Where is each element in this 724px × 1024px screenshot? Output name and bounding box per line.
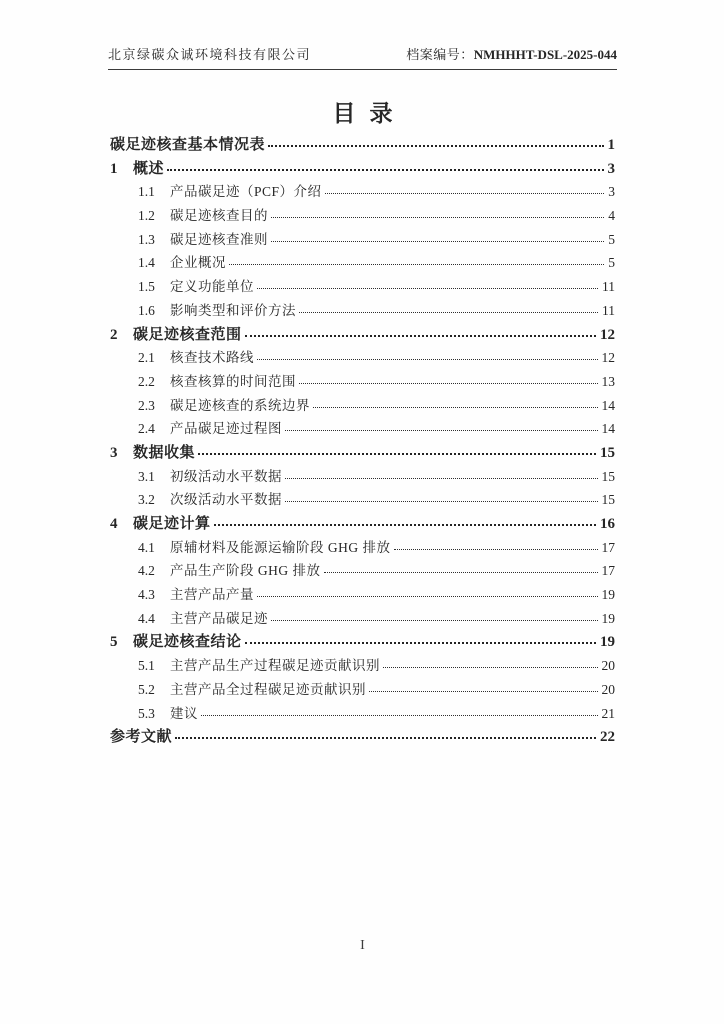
toc-entry-label: 产品碳足迹过程图 — [170, 421, 282, 437]
toc-entry[interactable] — [110, 323, 615, 347]
toc-entry-page: 20 — [601, 658, 615, 674]
toc-entry-label: 产品生产阶段 GHG 排放 — [170, 563, 321, 579]
toc-leader-dots — [198, 453, 596, 455]
toc-entry-number: 1.1 — [138, 184, 155, 200]
toc-entry-number: 3.1 — [138, 468, 155, 484]
toc-leader-dots — [201, 715, 598, 716]
toc-entry-number: 5.2 — [138, 681, 155, 697]
toc-entry[interactable] — [110, 346, 615, 370]
toc-leader-dots — [245, 642, 596, 644]
toc-leader-dots — [214, 524, 596, 526]
toc-entry-page: 17 — [601, 563, 615, 579]
toc-leader-dots — [299, 312, 598, 313]
toc-entry-page: 15 — [601, 468, 615, 484]
toc-entry-number: 4.4 — [138, 610, 155, 626]
toc-leader-dots — [285, 501, 598, 502]
toc-entry[interactable] — [110, 654, 615, 678]
toc-entry-label: 产品碳足迹（PCF）介绍 — [170, 184, 322, 200]
toc-entry-page: 19 — [600, 634, 615, 651]
toc-entry-page: 20 — [601, 681, 615, 697]
toc-title: 目录 — [332, 101, 407, 126]
toc-leader-dots — [268, 145, 603, 147]
toc-entry-page: 15 — [600, 444, 615, 461]
toc-entry-label: 企业概况 — [170, 255, 226, 271]
toc-entry-number: 2.2 — [138, 373, 155, 389]
toc-leader-dots — [175, 737, 596, 739]
toc-entry-label: 碳足迹核查结论 — [133, 634, 242, 651]
toc-leader-dots — [383, 667, 598, 668]
toc-entry-label: 定义功能单位 — [170, 279, 254, 295]
page-footer — [110, 938, 615, 954]
toc-entry[interactable] — [110, 394, 615, 418]
company-name: 北京绿碳众诚环境科技有限公司 — [108, 47, 312, 62]
toc-entry-number: 4.3 — [138, 587, 155, 603]
toc-entry-page: 19 — [601, 610, 615, 626]
toc-leader-dots — [394, 549, 598, 550]
toc-entry-number: 5.1 — [138, 658, 155, 674]
toc-entry-label: 主营产品碳足迹 — [170, 610, 268, 626]
toc-entry-page: 5 — [608, 255, 615, 271]
toc-entry[interactable] — [110, 441, 615, 465]
toc-entry-page: 17 — [601, 539, 615, 555]
file-number-label: 档案编号： — [406, 47, 474, 62]
toc-leader-dots — [257, 288, 598, 289]
toc-entry-number: 1.5 — [138, 279, 155, 295]
toc-leader-dots — [257, 359, 598, 360]
toc-entry-label: 核查核算的时间范围 — [170, 373, 296, 389]
toc-entry[interactable] — [110, 583, 615, 607]
toc-entry-label: 数据收集 — [133, 444, 196, 461]
toc-entry[interactable] — [110, 370, 615, 394]
toc-entry-page: 14 — [601, 397, 615, 413]
toc-entry[interactable] — [110, 488, 615, 512]
toc-entry-number: 5.3 — [138, 705, 155, 721]
toc-leader-dots — [271, 217, 604, 218]
toc-leader-dots — [325, 193, 605, 194]
toc-entry-page: 3 — [607, 160, 615, 177]
toc-entry-page: 16 — [600, 516, 615, 532]
page-number: I — [360, 938, 365, 953]
toc-entry-label: 主营产品全过程碳足迹贡献识别 — [170, 681, 366, 697]
toc-entry[interactable] — [110, 678, 615, 702]
toc-entry-number: 1 — [110, 160, 118, 177]
toc-entry[interactable] — [110, 536, 615, 560]
file-number-block — [406, 44, 617, 63]
toc-entry-number: 1.3 — [138, 231, 155, 247]
toc-entry[interactable] — [110, 299, 615, 323]
toc-entry-page: 21 — [601, 705, 615, 721]
toc-entry-number: 1.6 — [138, 302, 155, 318]
toc-entry[interactable] — [110, 157, 615, 181]
toc-entry-label: 碳足迹计算 — [133, 516, 211, 532]
toc-entry[interactable] — [110, 275, 615, 299]
toc-entry-page: 5 — [608, 231, 615, 247]
toc-entry-page: 15 — [601, 492, 615, 508]
toc-entry-label: 碳足迹核查准则 — [170, 231, 268, 247]
toc-leader-dots — [271, 241, 604, 242]
toc-entry-label: 碳足迹核查的系统边界 — [170, 397, 310, 413]
toc-entry-number: 4 — [110, 516, 118, 532]
toc-entry[interactable] — [110, 133, 615, 157]
toc-entry-page: 12 — [601, 350, 615, 366]
toc-leader-dots — [245, 335, 596, 337]
toc-entry-number: 2.4 — [138, 421, 155, 437]
toc-leader-dots — [324, 572, 598, 573]
toc-entry-label: 碳足迹核查基本情况表 — [110, 137, 266, 153]
toc-leader-dots — [313, 407, 598, 408]
file-number-value: NMHHHT-DSL-2025-044 — [473, 47, 617, 62]
toc-entry-label: 参考文献 — [110, 729, 173, 746]
toc-entry-number: 4.1 — [138, 539, 155, 555]
toc-entry-page: 13 — [601, 373, 615, 389]
toc-entry[interactable] — [110, 559, 615, 583]
toc-entry[interactable] — [110, 630, 615, 654]
toc-leader-dots — [257, 596, 598, 597]
toc-entry-label: 概述 — [133, 160, 165, 177]
toc-leader-dots — [271, 620, 598, 621]
page-header — [108, 44, 617, 70]
toc-entry-label: 次级活动水平数据 — [170, 492, 282, 508]
toc-entry[interactable] — [110, 607, 615, 631]
toc-entry-number: 2.1 — [138, 350, 155, 366]
toc-leader-dots — [285, 430, 598, 431]
toc-entry-label: 原辅材料及能源运输阶段 GHG 排放 — [170, 539, 391, 555]
toc-entry[interactable] — [110, 251, 615, 275]
toc-entry-number: 3 — [110, 444, 118, 461]
toc-entry-page: 1 — [607, 137, 615, 153]
toc-entry-label: 核查技术路线 — [170, 350, 254, 366]
toc-entry-page: 11 — [602, 302, 615, 318]
toc-entry[interactable] — [110, 180, 615, 204]
toc-leader-dots — [167, 169, 603, 171]
toc-entry-label: 主营产品产量 — [170, 587, 254, 603]
toc-entry[interactable] — [110, 228, 615, 252]
toc-entry-label: 主营产品生产过程碳足迹贡献识别 — [170, 658, 380, 674]
toc-entry-page: 22 — [600, 729, 615, 746]
toc-entry-label: 碳足迹核查目的 — [170, 208, 268, 224]
toc-entry-number: 2.3 — [138, 397, 155, 413]
toc-entry-label: 初级活动水平数据 — [170, 468, 282, 484]
toc-entry[interactable] — [110, 702, 615, 726]
toc-entry-number: 5 — [110, 634, 118, 651]
toc-entry-label: 碳足迹核查范围 — [133, 326, 242, 343]
toc-entry[interactable] — [110, 725, 615, 749]
toc-entry-label: 建议 — [170, 705, 198, 721]
toc-entry-page: 11 — [602, 279, 615, 295]
toc-entry-label: 影响类型和评价方法 — [170, 302, 296, 318]
toc-entry-page: 4 — [608, 208, 615, 224]
toc-entry-number: 1.2 — [138, 208, 155, 224]
toc-entry-number: 1.4 — [138, 255, 155, 271]
toc-leader-dots — [285, 478, 598, 479]
toc-entry[interactable] — [110, 512, 615, 536]
toc-entry-number: 2 — [110, 326, 118, 343]
toc-entry-page: 3 — [608, 184, 615, 200]
toc-leader-dots — [369, 691, 598, 692]
toc-entry-page: 19 — [601, 587, 615, 603]
toc-entry-page: 12 — [600, 326, 615, 343]
toc-entry-number: 3.2 — [138, 492, 155, 508]
toc-leader-dots — [299, 383, 598, 384]
toc-entry-page: 14 — [601, 421, 615, 437]
toc-entry-number: 4.2 — [138, 563, 155, 579]
toc-entry[interactable] — [110, 417, 615, 441]
toc-entry[interactable] — [110, 204, 615, 228]
toc-entry[interactable] — [110, 465, 615, 489]
table-of-contents — [110, 133, 615, 749]
toc-leader-dots — [229, 264, 604, 265]
